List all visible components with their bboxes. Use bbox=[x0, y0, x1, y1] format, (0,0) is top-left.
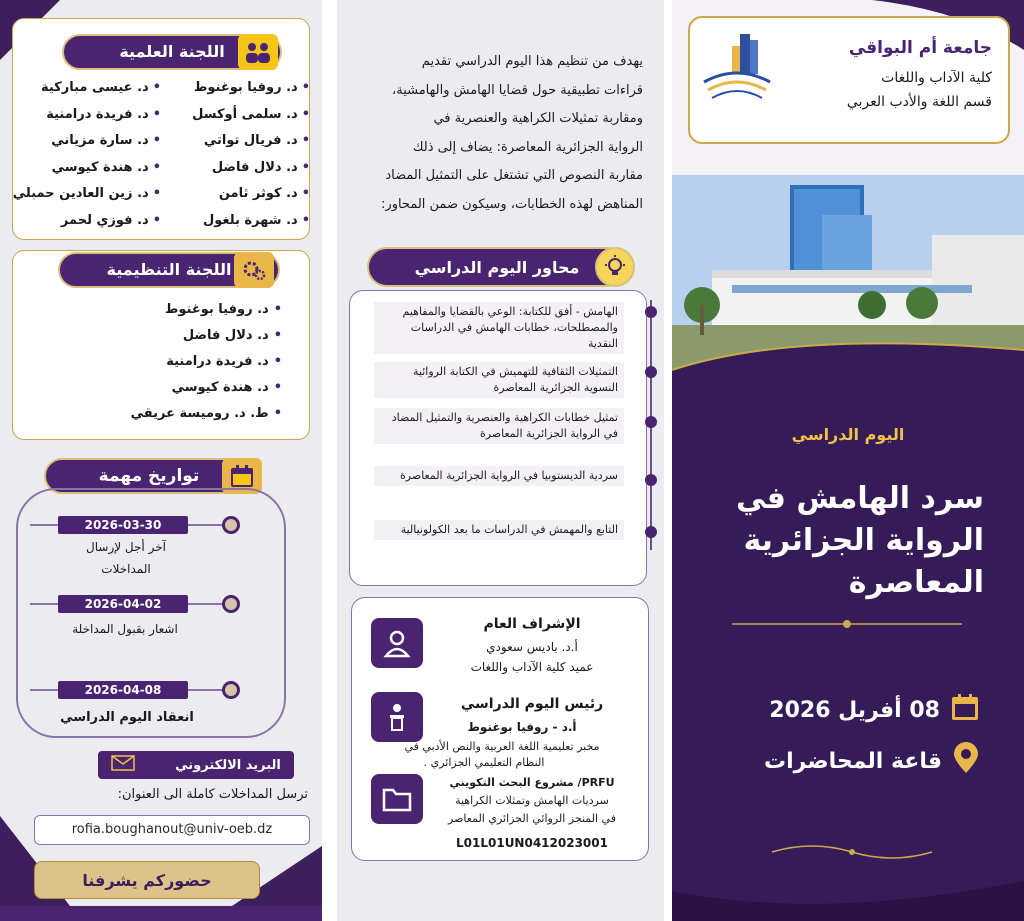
axis-bullet bbox=[645, 474, 657, 486]
member-name: • د. سارة مزياني bbox=[12, 133, 161, 160]
date-caption: آخر أجل لإرسال bbox=[86, 540, 166, 554]
intro-line: قراءات تطبيقية حول قضايا الهامش والهامشية، bbox=[392, 82, 643, 98]
university-header bbox=[688, 16, 1010, 144]
event-title bbox=[684, 478, 984, 604]
member-name: • د. فريدة درامنية bbox=[131, 354, 282, 380]
project-label: PRFU/ مشروع البحث التكويني bbox=[449, 776, 615, 789]
left-panel bbox=[0, 0, 322, 921]
chair-name: أ.د - روفيا بوغنوط bbox=[467, 720, 577, 734]
welcome-banner: حضوركم يشرفنا bbox=[34, 861, 260, 899]
chair-title: رئيس اليوم الدراسي bbox=[460, 696, 604, 712]
scientific-committee-title: اللجنة العلمية bbox=[62, 34, 282, 70]
timeline-dot bbox=[222, 516, 240, 534]
intro-line: المناهض لهذه الخطابات، وسيكون ضمن المحاور: bbox=[381, 196, 643, 212]
date-badge: 2026-03-30 bbox=[58, 516, 188, 534]
date-caption: انعقاد اليوم الدراسي bbox=[60, 710, 194, 725]
member-name: • ط. د. روميسة عريقي bbox=[131, 406, 282, 432]
event-venue: قاعة المحاضرات bbox=[764, 748, 942, 774]
date-caption: المداخلات bbox=[101, 562, 151, 576]
member-name: • د. روفيا بوغنوط bbox=[131, 302, 282, 328]
person-icon bbox=[371, 618, 423, 668]
member-name: • د. دلال فاضل bbox=[161, 160, 310, 187]
lightbulb-icon bbox=[595, 247, 635, 287]
member-name: • د. فريدة درامنية bbox=[12, 107, 161, 134]
chair-role: مخبر تعليمية اللغة العربية والنص الأدبي في bbox=[404, 740, 600, 753]
organizing-members bbox=[131, 302, 282, 432]
event-date-row bbox=[769, 692, 980, 728]
axis-bullet bbox=[645, 526, 657, 538]
podium-icon bbox=[371, 692, 423, 742]
intro-text bbox=[353, 48, 643, 219]
member-name: • د. شهرة بلغول bbox=[161, 213, 310, 240]
gears-icon bbox=[234, 252, 274, 288]
member-name: • د. دلال فاضل bbox=[131, 328, 282, 354]
axis-item: الهامش - أفق للكتابة: الوعي بالقضايا والمفاهيم والمصطلحات، خطابات الهامش في الدراسات النقدية bbox=[374, 302, 624, 354]
date-badge: 2026-04-02 bbox=[58, 595, 188, 613]
supervision-title: الإشراف العام bbox=[483, 616, 581, 632]
axis-item: التابع والمهمش في الدراسات ما بعد الكولونيالية bbox=[374, 520, 624, 540]
event-venue-row bbox=[764, 742, 980, 780]
event-date: 08 أفريل 2026 bbox=[769, 697, 940, 723]
supervision-name: أ.د. باديس سعودي bbox=[486, 640, 578, 654]
member-name: • د. هندة كيوسي bbox=[12, 160, 161, 187]
axis-bullet bbox=[645, 306, 657, 318]
department-name: قسم اللغة والأدب العربي bbox=[846, 94, 992, 110]
intro-line: الرواية الجزائرية المعاصرة: يضاف إلى ذلك bbox=[412, 139, 643, 155]
lower-wave bbox=[672, 330, 1024, 410]
email-address[interactable]: rofia.boughanout@univ-oeb.dz bbox=[34, 815, 310, 845]
divider-ornament bbox=[722, 612, 972, 636]
location-pin-icon bbox=[952, 742, 980, 780]
important-dates-title: تواريخ مهمة bbox=[44, 458, 254, 494]
member-name: • د. فوزي لحمر bbox=[12, 213, 161, 240]
organizing-committee-title: اللجنة التنظيمية bbox=[58, 252, 280, 288]
member-name: • د. سلمى أوكسل bbox=[161, 107, 310, 134]
member-name: • د. فريال تواتي bbox=[161, 133, 310, 160]
axis-bullet bbox=[645, 366, 657, 378]
axis-item: التمثيلات الثقافية للتهميش في الكتابة الروائية النسوية الجزائرية المعاصرة bbox=[374, 362, 624, 398]
timeline-dot bbox=[222, 595, 240, 613]
scientific-members bbox=[12, 80, 310, 239]
member-name: • د. هندة كيوسي bbox=[131, 380, 282, 406]
faculty-name: كلية الآداب واللغات bbox=[881, 70, 992, 86]
axis-item: تمثيل خطابات الكراهية والعنصرية والتمثيل المضاد في الرواية الجزائرية المعاصرة bbox=[374, 408, 624, 444]
date-caption: اشعار بقبول المداخلة bbox=[72, 622, 178, 636]
member-name: • د. روفيا بوغنوط bbox=[161, 80, 310, 107]
intro-line: مقاربة النصوص التي تشتغل على التمثيل المضاد bbox=[385, 168, 643, 183]
axis-item: سردية الديستوبيا في الرواية الجزائرية المعاصرة bbox=[374, 466, 624, 486]
right-panel bbox=[672, 0, 1024, 921]
email-instruction: ترسل المداخلات كاملة الى العنوان: bbox=[117, 787, 308, 802]
footer-ornament bbox=[762, 840, 942, 864]
event-subtitle: اليوم الدراسي bbox=[791, 425, 905, 444]
chair-role: النظام التعليمي الجزائري . bbox=[423, 756, 545, 769]
axes-title: محاور اليوم الدراسي bbox=[367, 247, 627, 287]
bottom-wave bbox=[672, 881, 1024, 921]
title-line: سرد الهامش في bbox=[735, 481, 984, 516]
timeline-dot bbox=[222, 681, 240, 699]
project-title: في المنجز الروائي الجزائري المعاصر bbox=[448, 812, 616, 825]
project-code: L01L01UN0412023001 bbox=[456, 836, 608, 850]
email-label: البريد الالكتروني bbox=[98, 751, 294, 779]
committee-icon bbox=[238, 34, 278, 70]
date-badge: 2026-04-08 bbox=[58, 681, 188, 699]
university-name: جامعة أم البواقي bbox=[848, 38, 992, 58]
folder-icon bbox=[371, 774, 423, 824]
calendar-icon bbox=[950, 692, 980, 728]
bottom-strip bbox=[0, 906, 322, 921]
member-name: • د. عيسى مباركية bbox=[12, 80, 161, 107]
member-name: • د. كوثر ثامن bbox=[161, 186, 310, 213]
supervision-role: عميد كلية الآداب واللغات bbox=[470, 660, 594, 674]
member-name: • د. زين العادين حمبلي bbox=[12, 186, 161, 213]
envelope-icon bbox=[111, 755, 135, 775]
title-line: الرواية الجزائرية bbox=[743, 523, 984, 558]
intro-line: يهدف من تنظيم هذا اليوم الدراسي تقديم bbox=[421, 54, 643, 69]
university-logo bbox=[700, 28, 774, 104]
title-line: المعاصرة bbox=[848, 565, 984, 600]
axis-bullet bbox=[645, 416, 657, 428]
intro-line: ومقاربة تمثيلات الكراهية والعنصرية في bbox=[433, 111, 643, 126]
project-title: سرديات الهامش وتمثلات الكراهية bbox=[455, 794, 609, 807]
middle-panel bbox=[337, 0, 664, 921]
